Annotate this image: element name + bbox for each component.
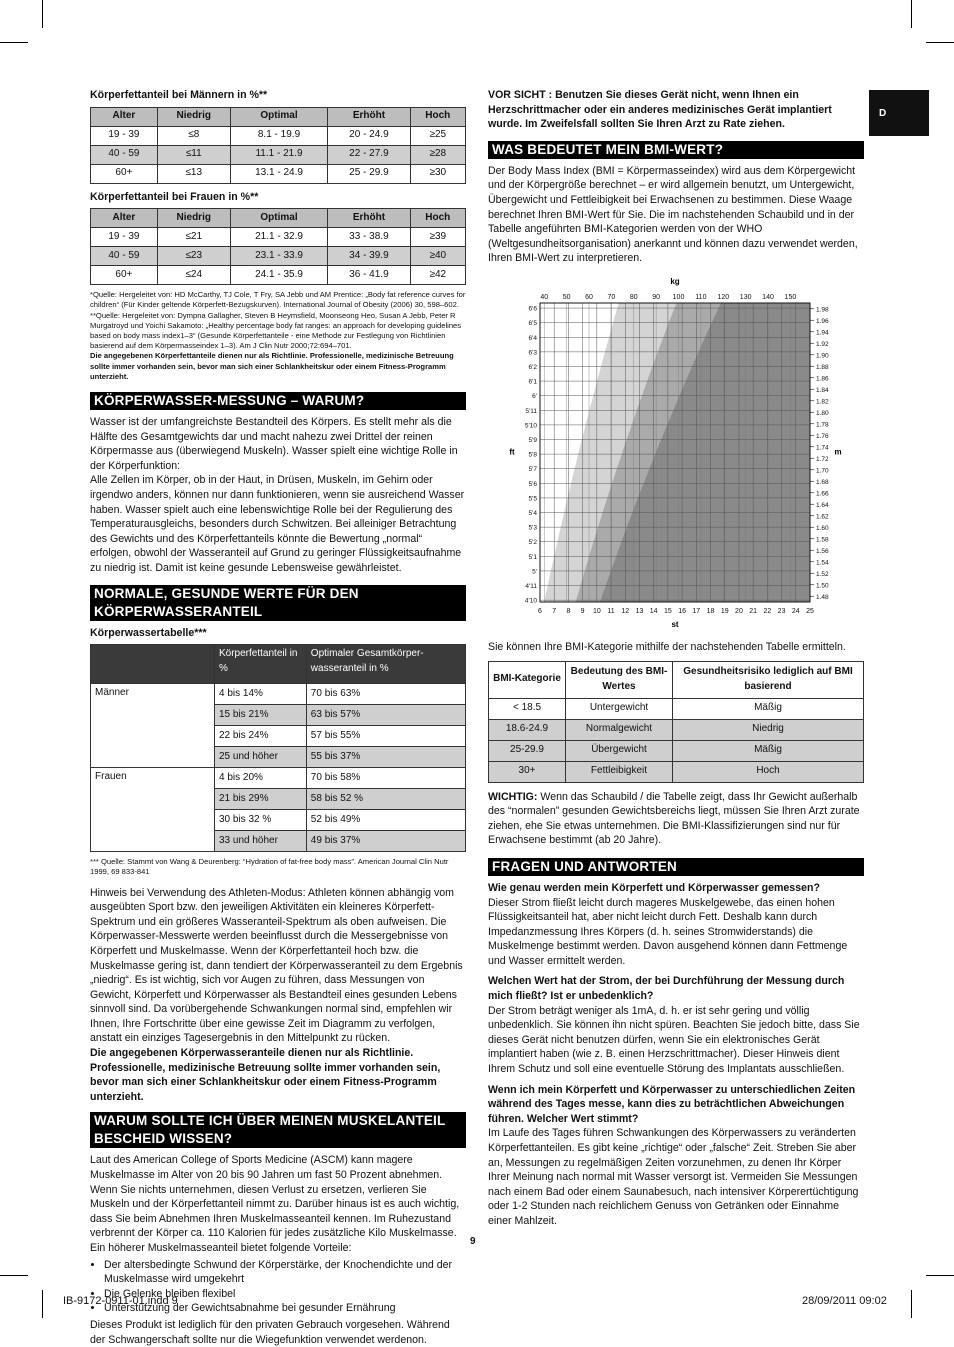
ft-tick-label: 6' [532, 393, 537, 401]
cell: 36 - 41.9 [328, 266, 410, 285]
cell: ≤8 [157, 126, 230, 145]
fat-men-title: Körperfettanteil bei Männern in %** [90, 89, 268, 101]
cell: Normalgewicht [566, 719, 673, 740]
list-item: • Unterstützung der Gewichtsabnahme bei gesunder Ernährung [104, 1301, 466, 1316]
cell: 40 - 59 [91, 145, 158, 164]
m-tick-label: 1.94 [816, 329, 829, 337]
faq-answer-1: Dieser Strom fließt leicht durch mageres Muskelgewebe, das einen hohen Flüssigkeitsanteil hat, aber nicht leicht durch Fett. Deshalb kann durch Impedanzmessung Ihres Körpers (d. h. seines Stromwiderstands) die Muskelmenge bestimmt werden. Davon ausgehend können dann Fettmenge und Wasser ermittelt werden. [488, 896, 848, 967]
m-tick-label: 1.66 [816, 490, 829, 498]
m-tick-label: 1.76 [816, 432, 829, 440]
cell: Hoch [673, 761, 864, 782]
kg-tick-label: 140 [762, 293, 774, 301]
m-tick-label: 1.58 [816, 536, 829, 544]
table-row [489, 761, 864, 782]
cell: 57 bis 55% [306, 726, 465, 747]
left-column [90, 88, 466, 1347]
col-header: Gesundheitsrisiko lediglich auf BMI basierend [673, 661, 864, 698]
cell: 4 bis 14% [215, 684, 307, 705]
cell: Mäßig [673, 698, 864, 719]
normal-water-heading: NORMALE, GESUNDE WERTE FÜR DEN KÖRPERWASSERANTEIL [90, 585, 466, 621]
cell: 52 bis 49% [306, 810, 465, 831]
cell: 15 bis 21% [215, 705, 307, 726]
bmi-warning-text: Wenn das Schaubild / die Tabelle zeigt, dass Ihr Gewicht außerhalb des “normalen” gesunden Gewichtsbereichs liegt, müssen Sie Ihren Arzt zurate ziehen, ehe Sie etwas unternehmen. Die BMI-Klassifizierungen sind nur für Erwachsene bestimmt (ab 20 Jahre). [488, 790, 860, 847]
cell: 70 bis 63% [306, 684, 465, 705]
ft-tick-label: 5'7 [528, 466, 537, 474]
cell: 25 - 29.9 [328, 164, 410, 183]
m-tick-label: 1.98 [816, 306, 829, 314]
language-tab-label: D [879, 107, 887, 119]
st-tick-label: 24 [791, 607, 800, 615]
cell: 30 bis 32 % [215, 810, 307, 831]
cell: 22 - 27.9 [328, 145, 410, 164]
group-label: Frauen [91, 768, 215, 852]
st-tick-label: 22 [763, 607, 772, 615]
kg-tick-label: 120 [717, 293, 730, 301]
cell: 21.1 - 32.9 [230, 228, 328, 247]
m-tick-label: 1.50 [816, 582, 829, 590]
cell: 33 und höher [215, 831, 307, 852]
right-column [488, 88, 864, 1229]
cell: 55 bis 37% [306, 747, 465, 768]
crop-mark [0, 1275, 28, 1276]
st-tick-label: 10 [592, 607, 601, 615]
ft-tick-label: 6'3 [528, 349, 537, 357]
table-row [91, 266, 466, 285]
m-tick-label: 1.52 [816, 570, 829, 578]
cell: 60+ [91, 164, 158, 183]
faq-answer-3: Im Laufe des Tages führen Schwankungen des Körperwassers zu veränderten Körperfettanteilen. Es gibt keine „richtige“ oder „falsche“ Zeit. Streben Sie aber an, Messungen zu regelmäßigen Zeiten vorzunehmen, zu denen Ihr Körper Ihrer Meinung nach normal mit Wasser versorgt ist. Vermeiden Sie Messungen nach einem Bad oder einem Saunabesuch, nach intensiver Körperertüchtigung oder 1-2 Stunden nach reichlichem Genuss von Getränken oder Einnahme einer Mahlzeit. [488, 1127, 859, 1227]
bmi-chart [488, 272, 864, 634]
col-header: Erhöht [328, 107, 410, 126]
kg-tick-label: 130 [739, 293, 752, 301]
list-item: • Der altersbedingte Schwund der Körperstärke, der Knochendichte und der Muskelmasse wird umgekehrt [104, 1258, 466, 1287]
kg-tick-label: 90 [652, 293, 661, 301]
st-tick-label: 15 [663, 607, 672, 615]
m-tick-label: 1.96 [816, 317, 829, 325]
language-tab [869, 90, 929, 136]
m-tick-label: 1.74 [816, 444, 829, 452]
col-header: Optimaler Gesamtkörper-wasseranteil in % [306, 645, 465, 684]
ft-tick-label: 5'2 [528, 539, 537, 547]
m-tick-label: 1.90 [816, 352, 829, 360]
table-row [489, 698, 864, 719]
cell: 70 bis 58% [306, 768, 465, 789]
page-number: 9 [470, 1236, 476, 1247]
cell: Untergewicht [566, 698, 673, 719]
st-tick-label: 9 [580, 607, 585, 615]
muscle-paragraph-2: Dieses Produkt ist lediglich für den privaten Gebrauch vorgesehen. Während der Schwangerschaft sollte nur die Wiegefunktion verwendet werdenon. [90, 1318, 450, 1346]
water-note-1: Die angegebenen Körperwasseranteile dienen nur als Richtlinie. [90, 1047, 414, 1060]
bmi-table [488, 661, 864, 783]
crop-mark [926, 1275, 954, 1276]
cell: ≤24 [157, 266, 230, 285]
ft-tick-label: 6'1 [528, 378, 537, 386]
col-header: Hoch [410, 209, 465, 228]
cell: < 18.5 [489, 698, 566, 719]
col-header: Niedrig [157, 107, 230, 126]
cell: Übergewicht [566, 740, 673, 761]
m-tick-label: 1.86 [816, 375, 829, 383]
cell: 63 bis 57% [306, 705, 465, 726]
list-item: • Die Gelenke bleiben flexibel [104, 1287, 466, 1302]
kg-tick-label: 40 [540, 293, 549, 301]
crop-mark [42, 1290, 43, 1318]
kg-tick-label: 150 [784, 293, 797, 301]
m-tick-label: 1.48 [816, 593, 829, 601]
faq-question-1: Wie genau werden mein Körperfett und Körperwasser gemessen? [488, 881, 820, 894]
kg-tick-label: 70 [607, 293, 616, 301]
cell: 49 bis 37% [306, 831, 465, 852]
table-row [91, 126, 466, 145]
caution-text: VOR SICHT : Benutzen Sie dieses Gerät nicht, wenn Ihnen ein Herzschrittmacher oder ein anderes medizinisches Gerät implantiert wurde. Im Zweifelsfall sollten Sie Ihren Arzt zu Rate ziehen. [488, 89, 832, 131]
cell: 24.1 - 35.9 [230, 266, 328, 285]
m-tick-label: 1.80 [816, 409, 829, 417]
cell: ≥28 [410, 145, 465, 164]
st-tick-label: 19 [720, 607, 729, 615]
m-tick-label: 1.88 [816, 363, 829, 371]
col-header: Alter [91, 209, 158, 228]
col-header: Niedrig [157, 209, 230, 228]
st-tick-label: 14 [649, 607, 658, 615]
cell: ≥30 [410, 164, 465, 183]
col-header: Optimal [230, 107, 328, 126]
m-tick-label: 1.84 [816, 386, 829, 394]
ft-tick-label: 5'1 [528, 553, 537, 561]
ft-tick-label: 5'10 [524, 422, 537, 430]
crop-mark [42, 0, 43, 28]
st-tick-label: 23 [777, 607, 786, 615]
cell: ≥25 [410, 126, 465, 145]
bmi-paragraph-1: Der Body Mass Index (BMI = Körpermasseindex) wird aus dem Körpergewicht und der Körpergröße berechnet – er wird allgemein benutzt, um Untergewicht, Übergewicht und Fettleibigkeit bei Erwachsenen zu bestimmen. Diese Waage berechnet Ihren BMI-Wert für Sie. Die im nachstehenden Schaubild und in der Tabelle angeführten BMI-Kategorien werden von der WHO (Weltgesundheitsorganisation) anerkannt und können dazu verwendet werden, Ihren BMI-Wert zu interpretieren. [488, 164, 858, 265]
cell: 21 bis 29% [215, 789, 307, 810]
m-tick-label: 1.92 [816, 340, 829, 348]
cell: 18.6-24.9 [489, 719, 566, 740]
st-tick-label: 20 [735, 607, 743, 615]
m-tick-label: 1.82 [816, 398, 829, 406]
source-1: *Quelle: Hergeleitet von: HD McCarthy, TJ Cole, T Fry, SA Jebb und AM Prentice: „Body fat reference curves for children“ (Für Kinder geltende Körperfett-Bezugskurven). International Journal of Obesity (2006) 30, 598–602. [90, 290, 466, 310]
cell: Niedrig [673, 719, 864, 740]
cell: 60+ [91, 266, 158, 285]
muscle-heading: WARUM SOLLTE ICH ÜBER MEINEN MUSKELANTEIL BESCHEID WISSEN? [90, 1112, 466, 1148]
m-tick-label: 1.68 [816, 478, 829, 486]
cell: 25 und höher [215, 747, 307, 768]
faq-question-3: Wenn ich mein Körperfett und Körperwasser zu unterschiedlichen Zeiten während des Tages messe, kann dies zu beträchtlichen Abweichungen führen. Welcher Wert stimmt? [488, 1083, 856, 1125]
m-tick-label: 1.64 [816, 501, 829, 509]
m-tick-label: 1.78 [816, 421, 829, 429]
cell: 30+ [489, 761, 566, 782]
ft-tick-label: 4'10 [524, 597, 537, 605]
faq-answer-2: Der Strom beträgt weniger als 1mA, d. h. er ist sehr gering und völlig unbedenklich. Sie können ihn nicht spüren. Beachten Sie jedoch bitte, dass Sie dieses Gerät nicht benutzen dürfen, wenn Sie ein elektronisches Gerät implantiert haben (wie z. B. einen Herzschrittmacher). Dieser Hinweis dient Ihrem Schutz und soll eine eventuelle Störung des Implantats ausschließen. [488, 1004, 860, 1076]
col-header: Optimal [230, 209, 328, 228]
cell: 11.1 - 21.9 [230, 145, 328, 164]
cell: ≤11 [157, 145, 230, 164]
bmi-warning-label: WICHTIG: [488, 790, 538, 803]
cell: ≥39 [410, 228, 465, 247]
kg-tick-label: 50 [562, 293, 571, 301]
cell: 23.1 - 33.9 [230, 247, 328, 266]
water-source: *** Quelle: Stammt von Wang & Deurenberg: “Hydration of fat-free body mass”. American Journal Clin Nutr 1999, 69 833-841 [90, 857, 449, 877]
bmi-warning [488, 790, 864, 848]
cell: ≥42 [410, 266, 465, 285]
m-axis-label: m [834, 447, 842, 457]
table-row [91, 228, 466, 247]
ft-tick-label: 5'4 [528, 509, 537, 517]
table-row [91, 768, 466, 789]
col-header: Hoch [410, 107, 465, 126]
col-header-empty [91, 645, 215, 684]
cell: Mäßig [673, 740, 864, 761]
sources-block [90, 290, 466, 382]
cell: 4 bis 20% [215, 768, 307, 789]
water-heading: KÖRPERWASSER-MESSUNG – WARUM? [90, 392, 466, 410]
ft-tick-label: 5'5 [528, 495, 537, 503]
ft-tick-label: 4'11 [525, 582, 537, 590]
cell: 19 - 39 [91, 126, 158, 145]
st-tick-label: 11 [607, 607, 615, 615]
cell: 8.1 - 19.9 [230, 126, 328, 145]
cell: Fettleibigkeit [566, 761, 673, 782]
fat-men-table [90, 107, 466, 184]
footer-file: IB-9172-0911-01.indd 9 [63, 1295, 178, 1307]
ft-tick-label: 5'3 [528, 524, 537, 532]
cell: 58 bis 52 % [306, 789, 465, 810]
water-paragraph-1: Wasser ist der umfangreichste Bestandteil des Körpers. Es stellt mehr als die Hälfte des Gesamtgewichts dar und macht nahezu zwei Drittel der reinen Körpermasse aus (überwiegend Muskeln). Wasser spielt eine wichtige Rolle in der Körperfunktion: [90, 416, 458, 472]
kg-tick-label: 60 [585, 293, 593, 301]
col-header: Alter [91, 107, 158, 126]
group-label: Männer [91, 684, 215, 768]
m-tick-label: 1.60 [816, 524, 829, 532]
table-row [489, 719, 864, 740]
st-tick-label: 18 [706, 607, 715, 615]
cell: 19 - 39 [91, 228, 158, 247]
cell: 34 - 39.9 [328, 247, 410, 266]
m-tick-label: 1.56 [816, 547, 829, 555]
ft-tick-label: 5'6 [528, 480, 537, 488]
crop-mark [926, 42, 954, 43]
water-note-2: Professionelle, medizinische Betreuung sollte immer vorhanden sein, bevor man sich einer Schlankheitskur oder einem Fitness-Programm unterzieht. [90, 1061, 441, 1103]
source-note: Die angegebenen Körperfettanteile dienen nur als Richtlinie. Professionelle, medizinische Betreuung sollte immer vorhanden sein, bevor man sich einer Schlankheitskur oder einem Fitness-Programm unterzieht. [90, 351, 454, 381]
cell: 25-29.9 [489, 740, 566, 761]
ft-tick-label: 5'8 [528, 451, 537, 459]
m-tick-label: 1.54 [816, 559, 829, 567]
st-tick-label: 6 [538, 607, 542, 615]
water-paragraph-2: Alle Zellen im Körper, ob in der Haut, in Drüsen, Muskeln, im Gehirn oder irgendwo anders, können nur dann funktionieren, wenn sie ausreichend Wasser haben. Wasser spielt auch eine lebenswichtige Rolle bei der Regulierung des Temperaturausgleichs, besonders durch Schwitzen. Bei alleiniger Betrachtung des Gewichts und des Körperfettanteils könnte die Bewertung „normal“ erfolgen, obwohl der Wasseranteil auf Grund zu geringer Flüssigkeitsaufnahme zu niedrig ist. Damit ist keine gesunde Lebensweise gewährleistet. [90, 474, 465, 574]
crop-mark [911, 1290, 912, 1318]
table-row [91, 164, 466, 183]
st-tick-label: 8 [566, 607, 571, 615]
cell: ≤23 [157, 247, 230, 266]
col-header: Erhöht [328, 209, 410, 228]
st-tick-label: 25 [806, 607, 814, 615]
col-header: Bedeutung des BMI-Wertes [566, 661, 673, 698]
athlete-paragraph: Hinweis bei Verwendung des Athleten-Modus: Athleten können abhängig vom ausgeübten Sport bzw. den jeweiligen Aktivitäten ein kleineres Körperfett-Spektrum und ein größeres Wasseranteil-Spektrum als oben aufweisen. Die Körperwasser-Messwerte werden beeinflusst durch die Messergebnisse von Körperfett und Muskelmasse. Wenn der Körperfettanteil hoch bzw. die Muskelmasse gering ist, dann tendiert der Körperwasseranteil zu dem Ergebnis „niedrig“. Es ist wichtig, sich vor Augen zu führen, dass Messungen von Gewicht, Körperfett und Körperwasser als Bestandteil eines gesunden Lebens sinnvoll sind. Da vorübergehende Schwankungen normal sind, empfehlen wir Ihnen, Ihre Fortschritte über eine gewisse Zeit im Diagramm zu verfolgen, anstatt ein einziges Tagesergebnis in den Mittelpunkt zu rücken. [90, 886, 463, 1045]
crop-mark [911, 0, 912, 28]
bmi-paragraph-2: Sie können Ihre BMI-Kategorie mithilfe der nachstehenden Tabelle ermitteln. [488, 640, 846, 653]
st-tick-label: 16 [678, 607, 687, 615]
m-tick-label: 1.72 [816, 455, 829, 463]
st-tick-label: 12 [621, 607, 630, 615]
kg-tick-label: 100 [672, 293, 685, 301]
muscle-paragraph-1: Laut des American College of Sports Medicine (ASCM) kann magere Muskelmasse im Alter von 20 bis 90 Jahren um fast 50 Prozent abnehmen. Wenn Sie nichts unternehmen, diesen Verlust zu ersetzen, verlieren Sie Muskeln und der Körperfettanteil nimmt zu. Darüber hinaus ist es auch wichtig, dass Sie beim Abnehmen Ihren Muskelmasseanteil kennen. Im Ruhezustand verbrennt der Körper ca. 110 Kalorien für jedes zusätzliche Kilo Muskelmasse. Ein höherer Muskelmasseanteil bietet folgende Vorteile: [90, 1154, 460, 1255]
table-row [91, 145, 466, 164]
cell: 20 - 24.9 [328, 126, 410, 145]
water-table [90, 644, 466, 852]
bmi-heading: WAS BEDEUTET MEIN BMI-WERT? [488, 141, 864, 159]
faq-heading: FRAGEN UND ANTWORTEN [488, 858, 864, 876]
ft-tick-label: 6'4 [528, 334, 537, 342]
source-2: **Quelle: Hergeleitet von: Dympna Gallagher, Steven B Heymsfield, Moonseong Heo, Susan A Jebb, Peter R Murgatroyd und Yoichi Sakamoto: „Healthy percentage body fat ranges: an approach for developing guidelines based on body mass index1–3“ (Gesunde Körperfettanteile - eine Methode zur Festlegung von Richtlinien basierend auf dem Körpermasseindex 1–3). Am J Clin Nutr 2000;72:694–701. [90, 310, 462, 351]
cell: ≥40 [410, 247, 465, 266]
footer-date: 28/09/2011 09:02 [802, 1295, 887, 1307]
cell: 22 bis 24% [215, 726, 307, 747]
ft-axis-label: ft [509, 447, 515, 457]
st-axis-label: st [671, 619, 679, 629]
ft-tick-label: 5'9 [528, 436, 537, 444]
ft-tick-label: 6'5 [528, 320, 537, 328]
muscle-benefits-list [90, 1258, 466, 1316]
kg-tick-label: 80 [629, 293, 638, 301]
m-tick-label: 1.62 [816, 513, 829, 521]
table-row [91, 684, 466, 705]
st-tick-label: 13 [635, 607, 644, 615]
fat-women-title: Körperfettanteil bei Frauen in %** [90, 190, 259, 203]
cell: ≤21 [157, 228, 230, 247]
table-row [91, 247, 466, 266]
fat-women-table [90, 208, 466, 285]
m-tick-label: 1.70 [816, 467, 829, 475]
col-header: BMI-Kategorie [489, 661, 566, 698]
st-tick-label: 17 [692, 607, 701, 615]
ft-tick-label: 5'11 [525, 407, 537, 415]
table-row [489, 740, 864, 761]
kg-tick-label: 110 [695, 293, 707, 301]
cell: 33 - 38.9 [328, 228, 410, 247]
st-tick-label: 7 [552, 607, 557, 615]
faq-question-2: Welchen Wert hat der Strom, der bei Durchführung der Messung durch mich fließt? Ist er unbedenklich? [488, 975, 845, 1003]
col-header: Körperfettanteil in % [215, 645, 307, 684]
cell: 13.1 - 24.9 [230, 164, 328, 183]
water-table-title: Körperwassertabelle*** [90, 626, 207, 639]
ft-tick-label: 6'2 [528, 363, 537, 371]
crop-mark [0, 42, 28, 43]
ft-tick-label: 6'6 [528, 305, 537, 313]
ft-tick-label: 5' [532, 568, 537, 576]
cell: ≤13 [157, 164, 230, 183]
kg-axis-label: kg [670, 276, 680, 286]
cell: 40 - 59 [91, 247, 158, 266]
st-tick-label: 21 [749, 607, 758, 615]
